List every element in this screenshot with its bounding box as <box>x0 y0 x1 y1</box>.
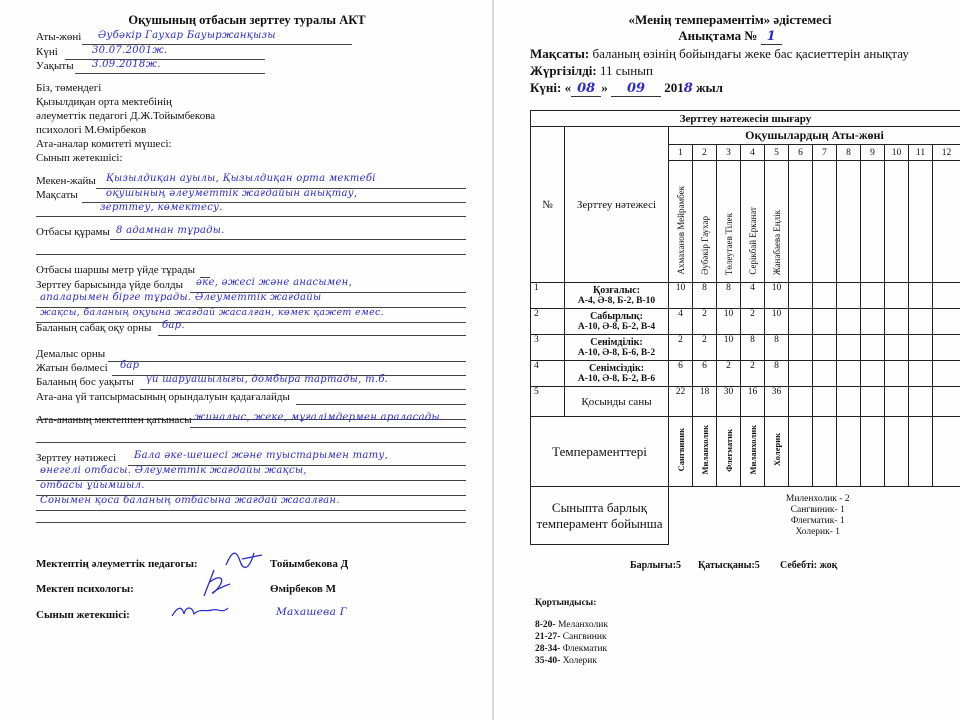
class-teacher-name: Махашева Г <box>276 606 348 618</box>
footer-reason: Себебті: жоқ <box>780 560 838 571</box>
column-number-row: 1 2 3 4 5 6 7 8 9 10 11 12 <box>531 145 960 161</box>
family-label: Отбасы құрамы <box>36 226 110 238</box>
conducted-line: Жүргізілді: 11 сынып <box>530 63 653 78</box>
intro-line-2: Қызылдиқан орта мектебінің <box>36 96 172 108</box>
goal-value-2: зерттеу, көмектесу. <box>100 202 223 213</box>
summary-item: Флегматик- 1 <box>790 515 845 526</box>
class-teacher-role: Сынып жетекшісі: <box>36 609 130 621</box>
room-label: Жатын бөлмесі <box>36 362 108 374</box>
temperament-value: Сангвиник <box>675 428 686 472</box>
table-title: Зерттеу нәтежесін шығару <box>531 111 960 127</box>
student-name: Ахмаханов Мейрамбек <box>675 186 686 275</box>
date-year-digit: 8 <box>683 81 693 96</box>
psychologist-name: Өмірбеков М <box>270 583 336 595</box>
temperament-page <box>500 0 960 720</box>
student-name: Серікбай Ерканат <box>747 207 758 275</box>
footer-present: Қатысқаны:5 <box>698 560 760 571</box>
student-name: Жанабаева Еңлік <box>771 209 782 275</box>
temperament-label: Темпераменттері <box>531 417 669 487</box>
names-header: Оқушылардың Аты-жөні <box>669 127 960 145</box>
student-name: Әубәкір Гаухар <box>699 216 710 275</box>
reference-number: 1 <box>761 29 782 45</box>
family-value: 8 адамнан тұрады. <box>116 225 225 236</box>
student-name: Төлеутаев Тілек <box>723 212 734 275</box>
signature-scribble-2 <box>196 566 236 600</box>
address-value: Қызылдиқан ауылы, Қызылдиқан орта мектебі <box>106 173 376 184</box>
signature-scribble-3 <box>170 602 230 622</box>
temperament-value: Флегматик <box>723 428 734 472</box>
date-value: 30.07.2001ж. <box>92 45 168 56</box>
visit-value-2: апаларымен бірге тұрады. Әлеуметтік жағдайы <box>40 292 322 303</box>
class-summary-list <box>669 487 960 545</box>
result-value-3: отбасы ұйымшыл. <box>40 480 145 491</box>
date-line: Күні: « 08 » 09 2018 жыл <box>530 80 723 96</box>
key-item: 28-34- Флекматик <box>535 644 608 654</box>
free-value: үй шаруашылығы, домбыра тартады, т.б. <box>146 374 389 385</box>
method-title: «Менің темпераментім» әдістемесі <box>628 12 832 27</box>
result-value-1: Бала әке-шешесі және туыстарымен тату, <box>134 450 389 461</box>
study-label: Баланың сабақ оқу орны <box>36 322 152 334</box>
sum-row: 5 Қосынды саны 22 18 30 16 36 <box>531 387 960 417</box>
result-label: Зерттеу нәтижесі <box>36 452 117 464</box>
address-label: Мекен-жайы <box>36 175 96 187</box>
school-label: Ата-ананың мектеппен қатынасы <box>36 414 192 426</box>
key-title: Қортындысы: <box>535 598 597 608</box>
time-label: Уақыты <box>36 60 74 72</box>
intro-line-3: әлеуметтік педагогі Д.Ж.Тойымбекова <box>36 110 216 122</box>
free-label: Баланың бос уақыты <box>36 376 134 388</box>
intro-line-6: Сынып жетекшісі: <box>36 152 123 164</box>
akt-title: Оқушының отбасын зерттеу туралы АКТ <box>128 13 366 27</box>
room-value: бар <box>120 360 140 371</box>
goal-line: Мақсаты: баланың өзінің бойындағы жеке бас қасиеттерін анықтау <box>530 46 909 61</box>
table-row: 4 Сенімсіздік: А-10, Ә-8, Б-2, В-6 6 6 2 2 8 <box>531 361 960 387</box>
summary-item: Холерик- 1 <box>795 526 841 537</box>
intro-line-5: Ата-аналар комитеті мүшесі: <box>36 138 172 150</box>
rest-label: Демалыс орны <box>36 348 106 360</box>
intro-line-4: психологі М.Өмірбеков <box>36 124 147 136</box>
name-label: Аты-жөні <box>36 31 82 43</box>
result-value-2: өнегелі отбасы. Әлеуметтік жағдайы жақсы, <box>40 465 307 476</box>
visit-label: Зерттеу барысында үйде болды <box>36 279 184 291</box>
sqm-label: Отбасы шаршы метр үйде тұрады <box>36 264 196 276</box>
summary-item: Миленхолик - 2 <box>785 493 850 504</box>
summary-item: Сангвиник- 1 <box>790 504 845 515</box>
reference-title: Анықтама № 1 <box>500 28 960 44</box>
result-header: Зерттеу нәтежесі <box>565 127 669 283</box>
social-pedagogue-name: Тойымбекова Д <box>270 558 349 570</box>
footer-total: Барлығы:5 <box>630 560 682 571</box>
table-row: 2 Сабырлық: А-10, Ә-8, Б-2, В-4 4 2 10 2 10 <box>531 309 960 335</box>
study-value: бар. <box>162 320 185 331</box>
key-item: 21-27- Сангвиник <box>535 632 607 642</box>
key-item: 35-40- Холерик <box>535 656 597 666</box>
goal-label: Мақсаты <box>36 189 78 201</box>
date-day: 08 <box>571 81 601 97</box>
temperament-row <box>531 417 960 487</box>
time-value: 3.09.2018ж. <box>92 59 161 70</box>
name-value: Әубәкір Гаухар Бауыржанқызы <box>98 30 276 41</box>
temperament-value: Миланхолик <box>699 425 710 475</box>
date-label: Күні <box>36 46 58 58</box>
result-value-4: Сонымен қоса баланың отбасына жағдай жасалған. <box>40 495 340 506</box>
psychologist-role: Мектеп психологы: <box>36 583 134 595</box>
intro-line-1: Біз, төмендегі <box>36 82 102 94</box>
class-summary-label: Сыныпта барлық темперамент бойынша <box>531 487 669 545</box>
date-month: 09 <box>611 81 661 97</box>
table-row: 3 Сенімділік: А-10, Ә-8, Б-6, В-2 2 2 10 8 8 <box>531 335 960 361</box>
key-item: 8-20- Меланхолик <box>535 620 608 630</box>
goal-value-1: оқушының әлеуметтік жағдайын анықтау, <box>106 188 358 199</box>
visit-value-3: жақсы, баланың оқуына жағдай жасалған, көмек қажет емес. <box>40 307 384 318</box>
no-header: № <box>531 127 565 283</box>
visit-value-1: әке, әжесі және анасымен, <box>196 277 353 288</box>
social-pedagogue-role: Мектептің әлеуметтік педагогы: <box>36 558 198 570</box>
temperament-value: Миланхолик <box>747 425 758 475</box>
temperament-value: Холерик <box>771 433 782 467</box>
table-row: 1 Қозғалыс: А-4, Ә-8, Б-2, В-10 10 8 8 4 10 <box>531 283 960 309</box>
homework-label: Ата-ана үй тапсырмасының орындалуын қадағалайды <box>36 391 290 403</box>
results-table <box>530 110 960 545</box>
school-value: жиналыс, жеке, мұғалімдермен араласады. <box>194 412 444 423</box>
class-summary-row <box>531 487 960 545</box>
